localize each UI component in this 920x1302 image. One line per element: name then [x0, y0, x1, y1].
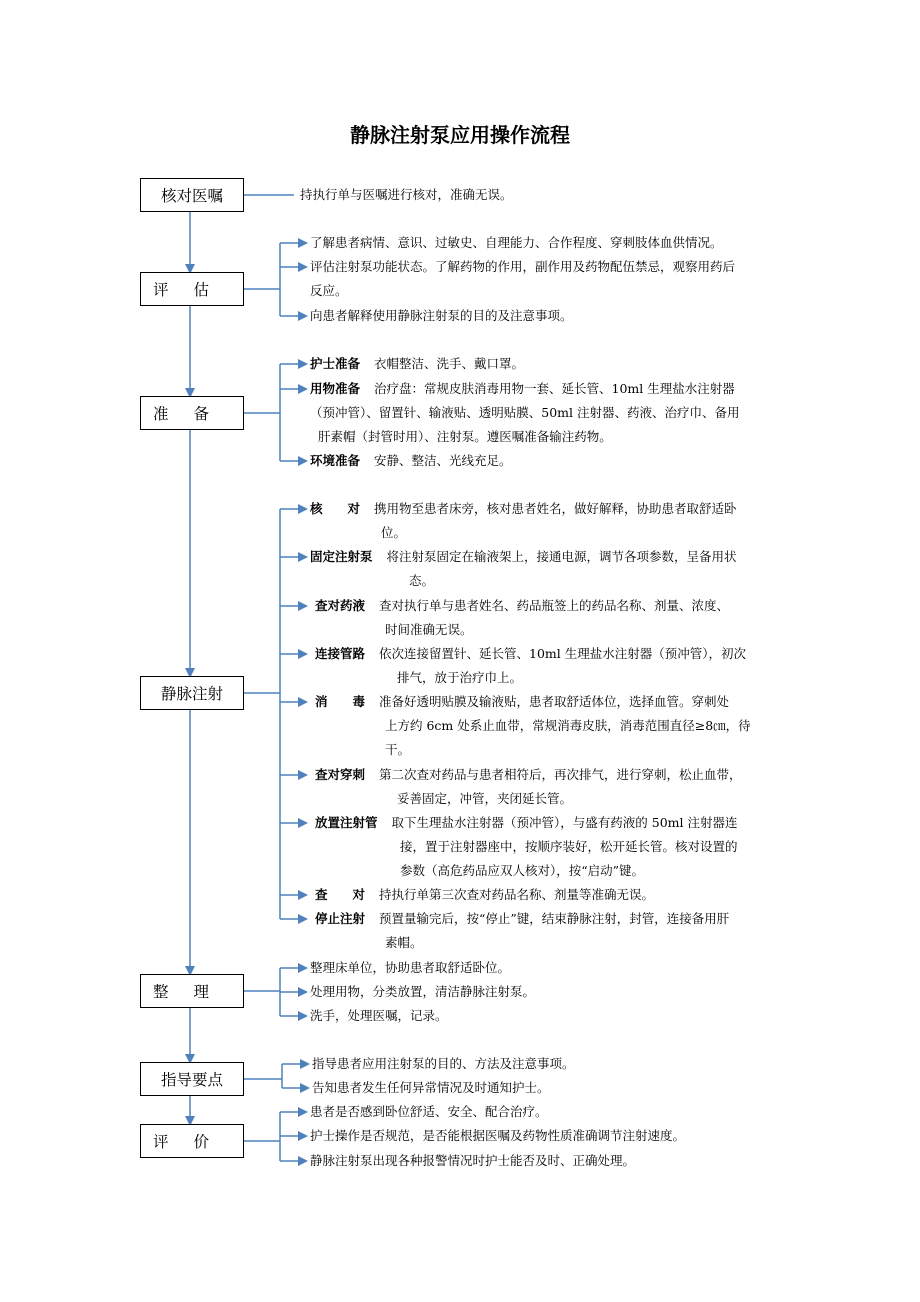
step-label-evaluate: 评价: [153, 1133, 235, 1151]
step-box-guide: [140, 1062, 244, 1096]
evaluate-item: 护士操作是否规范，是否能根据医嘱及药物性质准确调节注射速度。: [310, 1128, 686, 1143]
iv-item-text: 预置量输完后，按“停止”键，结束静脉注射，封管，连接备用肝: [379, 911, 730, 926]
iv-item: [315, 907, 729, 931]
assess-item: 了解患者病情、意识、过敏史、自理能力、合作程度、穿刺肢体血供情况。: [310, 235, 723, 250]
guide-item: 指导患者应用注射泵的目的、方法及注意事项。: [312, 1056, 575, 1071]
step-label-prepare: 准备: [153, 405, 235, 423]
evaluate-item: 患者是否感到卧位舒适、安全、配合治疗。: [310, 1104, 548, 1119]
tidy-item: 洗手，处理医嘱，记录。: [310, 1008, 448, 1023]
iv-item-text: 查对执行单与患者姓名、药品瓶签上的药品名称、剂量、浓度、: [379, 598, 730, 613]
tidy-item: 处理用物，分类放置，清洁静脉注射泵。: [310, 984, 536, 999]
guide-item: 告知患者发生任何异常情况及时通知护士。: [312, 1080, 550, 1095]
prepare-item-text: 治疗盘：常规皮肤消毒用物一套、延长管、10ml 生理盐水注射器: [374, 381, 735, 396]
iv-item-text: 取下生理盐水注射器（预冲管），与盛有药液的 50ml 注射器连: [391, 815, 738, 830]
check-item: 持执行单与医嘱进行核对，准确无误。: [300, 187, 513, 202]
brackets: [244, 195, 308, 1161]
iv-item: [315, 594, 729, 618]
step-box-prepare: [140, 396, 244, 430]
prepare-item-label: 护士准备: [310, 356, 361, 371]
evaluate-item: 静脉注射泵出现各种报警情况时护士能否及时、正确处理。: [310, 1153, 636, 1168]
prepare-item-text: 肝素帽（封管时用）、注射泵。遵医嘱准备输注药物。: [318, 429, 612, 444]
iv-item: [315, 883, 654, 907]
iv-item: [315, 811, 737, 835]
iv-item-text: 排气，放于治疗巾上。: [397, 670, 523, 685]
iv-item-label: 固定注射泵: [310, 549, 373, 564]
iv-item-text: 持执行单第三次查对药品名称、剂量等准确无误。: [379, 887, 655, 902]
step-label-tidy: 整理: [153, 983, 235, 1001]
step-box-check: [140, 178, 244, 212]
iv-item-label: 查对穿刺: [315, 767, 366, 782]
step-box-evaluate: [140, 1124, 244, 1158]
step-label-guide: 指导要点: [160, 1071, 223, 1089]
iv-item: [315, 763, 742, 787]
assess-item: 向患者解释使用静脉注射泵的目的及注意事项。: [310, 308, 573, 323]
page-title: 静脉注射泵应用操作流程: [350, 123, 570, 147]
prepare-item-label: 环境准备: [310, 453, 361, 468]
iv-item-label: 停止注射: [315, 911, 366, 926]
prepare-item: [310, 352, 524, 376]
iv-item-label: 查 对: [315, 887, 366, 902]
step-box-tidy: [140, 974, 244, 1008]
iv-item-text: 依次连接留置针、延长管、10ml 生理盐水注射器（预冲管），初次: [379, 646, 746, 661]
iv-item-text: 妥善固定，冲管，夹闭延长管。: [397, 791, 573, 806]
iv-item: [315, 642, 746, 666]
prepare-item-text: 安静、整洁、光线充足。: [374, 453, 512, 468]
iv-item-text: 参数（高危药品应双人核对），按“启动”键。: [400, 863, 645, 878]
iv-item: [315, 690, 729, 714]
iv-item-label: 核 对: [310, 501, 361, 516]
assess-item: 评估注射泵功能状态。了解药物的作用，副作用及药物配伍禁忌，观察用药后: [310, 259, 736, 274]
iv-item-text: 携用物至患者床旁，核对患者姓名，做好解释，协助患者取舒适卧: [374, 501, 737, 516]
step-label-iv: 静脉注射: [160, 685, 223, 703]
iv-item-text: 干。: [385, 742, 411, 757]
iv-item-text: 第二次查对药品与患者相符后，再次排气，进行穿刺，松止血带，: [379, 767, 742, 782]
prepare-item-label: 用物准备: [310, 381, 361, 396]
iv-item-label: 放置注射管: [315, 815, 378, 830]
iv-item-text: 将注射泵固定在输液架上，接通电源，调节各项参数，呈备用状: [386, 549, 737, 564]
step-box-iv: [140, 676, 244, 710]
assess-item: 反应。: [310, 283, 348, 298]
iv-item-text: 素帽。: [385, 935, 423, 950]
iv-item-text: 接，置于注射器座中，按顺序装好，松开延长管。核对设置的: [400, 839, 738, 854]
step-label-check: 核对医嘱: [160, 187, 223, 205]
iv-item: [310, 545, 737, 569]
iv-item: [310, 497, 737, 521]
iv-item-text: 态。: [409, 573, 435, 588]
prepare-item-text: 衣帽整洁、洗手、戴口罩。: [374, 356, 525, 371]
iv-item-text: 时间准确无误。: [385, 622, 473, 637]
iv-item-text: 位。: [381, 525, 407, 540]
tidy-item: 整理床单位，协助患者取舒适卧位。: [310, 960, 511, 975]
step-box-assess: [140, 272, 244, 306]
prepare-item: [310, 377, 735, 401]
prepare-item: [310, 449, 512, 473]
iv-item-text: 准备好透明贴膜及输液贴，患者取舒适体位，选择血管。穿刺处: [379, 694, 730, 709]
iv-item-text: 上方约 6cm 处系止血带，常规消毒皮肤，消毒范围直径≥8㎝，待: [385, 718, 751, 733]
prepare-item-text: （预冲管）、留置针、输液贴、透明贴膜、50ml 注射器、药液、治疗巾、备用: [310, 405, 740, 420]
step-label-assess: 评估: [153, 281, 235, 299]
iv-item-label: 连接管路: [315, 646, 366, 661]
iv-item-label: 消 毒: [315, 694, 366, 709]
iv-item-label: 查对药液: [315, 598, 366, 613]
